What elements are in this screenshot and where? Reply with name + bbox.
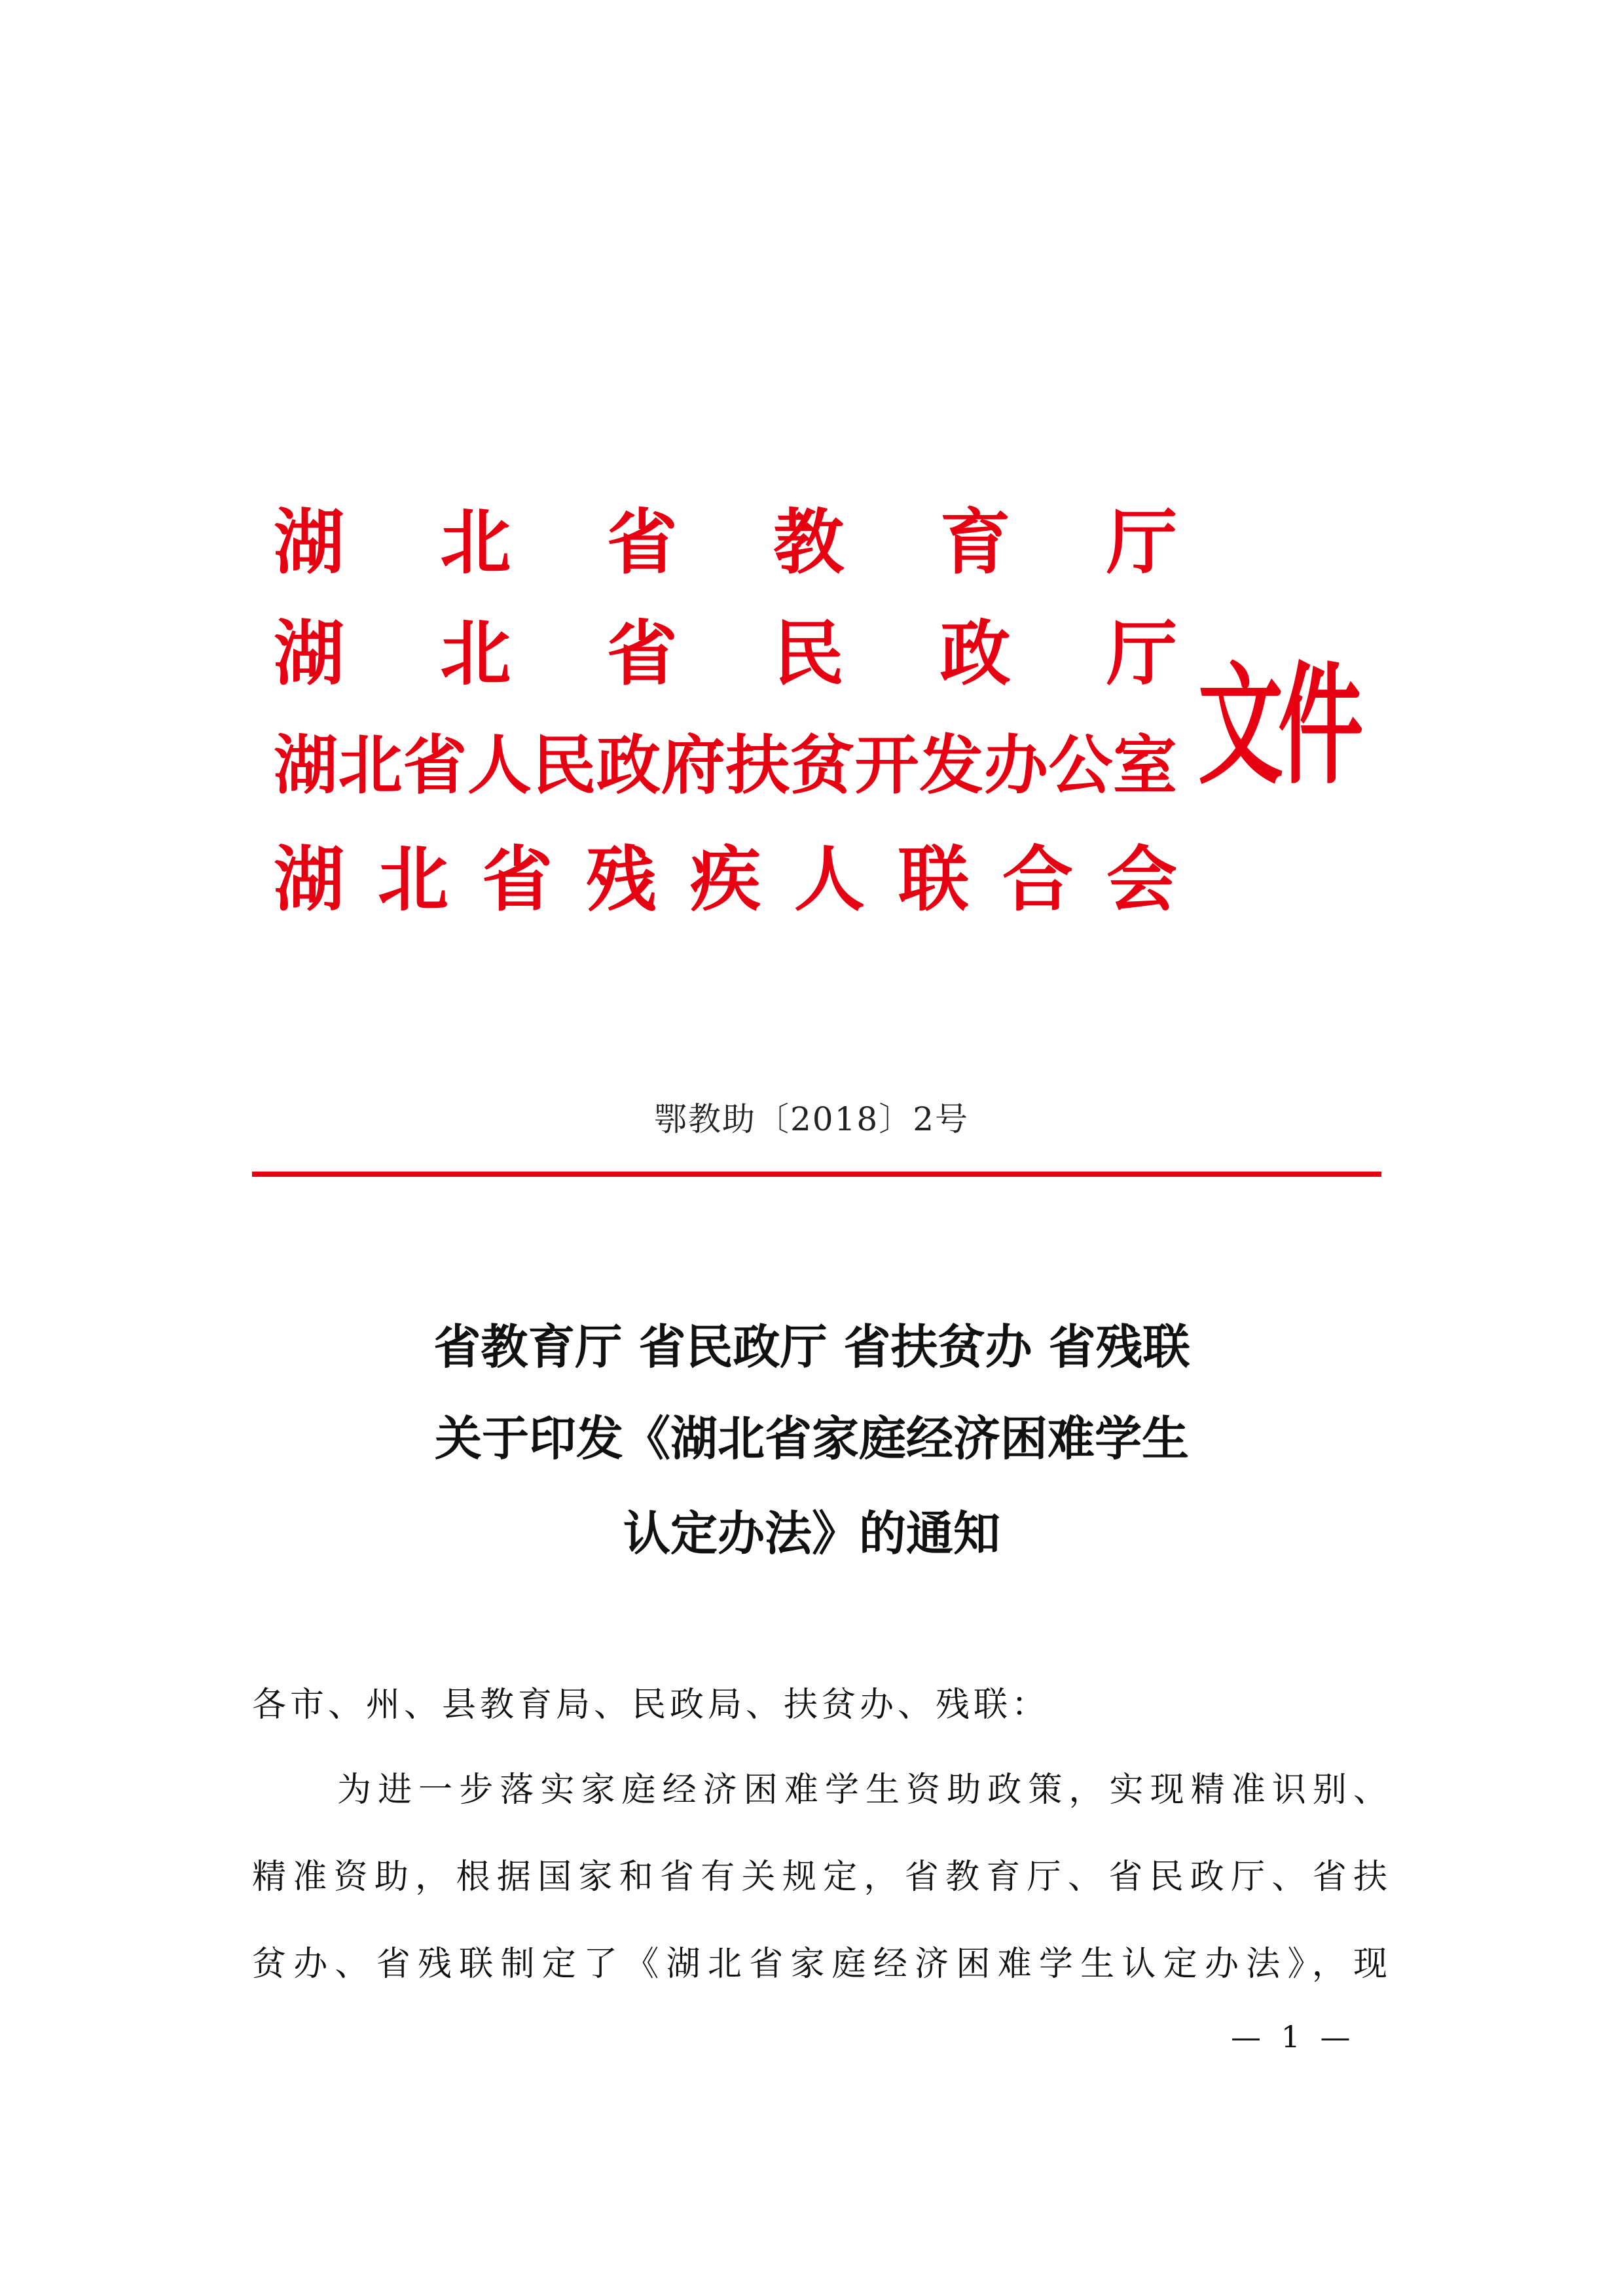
issuer-char: 育 bbox=[939, 502, 1011, 584]
issuer-char: 办 bbox=[983, 728, 1048, 803]
issuer-char: 残 bbox=[585, 839, 657, 921]
issuer-char: 北 bbox=[377, 839, 448, 921]
issuer-char: 开 bbox=[854, 728, 919, 803]
issuer-char: 政 bbox=[939, 613, 1011, 695]
issuer-char: 北 bbox=[440, 502, 511, 584]
issuer-line bbox=[274, 720, 1177, 812]
issuer-char: 疾 bbox=[689, 839, 761, 921]
issuer-char: 北 bbox=[338, 728, 403, 803]
issuer-char: 人 bbox=[793, 839, 865, 921]
issuer-char: 北 bbox=[440, 613, 511, 695]
issuer-char: 教 bbox=[773, 502, 845, 584]
issuer-line bbox=[274, 497, 1177, 589]
page-number: — 1 — bbox=[1231, 2019, 1356, 2054]
red-divider bbox=[252, 1172, 1381, 1177]
issuer-char: 府 bbox=[661, 728, 725, 803]
issuer-char: 公 bbox=[1048, 728, 1113, 803]
document-number: 鄂教助〔2018〕2号 bbox=[653, 1100, 970, 1138]
issuer-char: 省 bbox=[606, 613, 678, 695]
issuer-char: 湖 bbox=[274, 502, 345, 584]
issuer-line bbox=[274, 609, 1177, 700]
title-line: 关于印发《湖北省家庭经济困难学生 bbox=[434, 1411, 1189, 1466]
issuer-char: 民 bbox=[532, 728, 596, 803]
issuer-char: 会 bbox=[1106, 839, 1177, 921]
issuer-char: 省 bbox=[606, 502, 678, 584]
issuer-char: 厅 bbox=[1106, 502, 1177, 584]
issuer-line bbox=[274, 834, 1177, 926]
paragraph-line: 为进一步落实家庭经济困难学生资助政策，实现精准识别、 bbox=[337, 1770, 1391, 1810]
issuer-char: 民 bbox=[773, 613, 845, 695]
issuer-char: 扶 bbox=[725, 728, 790, 803]
title-line: 省教育厅 省民政厅 省扶贫办 省残联 bbox=[433, 1319, 1190, 1374]
issuer-char: 联 bbox=[898, 839, 969, 921]
issuer-char: 湖 bbox=[274, 839, 345, 921]
title-line: 认定办法》的通知 bbox=[623, 1506, 1000, 1561]
issuer-char: 湖 bbox=[274, 613, 345, 695]
issuer-char: 湖 bbox=[274, 728, 338, 803]
issuer-char: 发 bbox=[919, 728, 984, 803]
issuer-char: 室 bbox=[1112, 728, 1177, 803]
paragraph-line: 精准资助，根据国家和省有关规定，省教育厅、省民政厅、省扶 bbox=[252, 1857, 1391, 1897]
salutation: 各市、州、县教育局、民政局、扶贫办、残联： bbox=[252, 1685, 1050, 1725]
issuer-char: 省 bbox=[481, 839, 553, 921]
issuer-char: 省 bbox=[403, 728, 467, 803]
issuer-char: 贫 bbox=[790, 728, 854, 803]
issuer-char: 人 bbox=[467, 728, 532, 803]
issuer-char: 厅 bbox=[1106, 613, 1177, 695]
issuer-char: 政 bbox=[596, 728, 661, 803]
paragraph-line: 贫办、省残联制定了《湖北省家庭经济困难学生认定办法》，现 bbox=[252, 1945, 1391, 1984]
issuer-char: 合 bbox=[1002, 839, 1073, 921]
document-marker: 文件 bbox=[1198, 650, 1359, 802]
